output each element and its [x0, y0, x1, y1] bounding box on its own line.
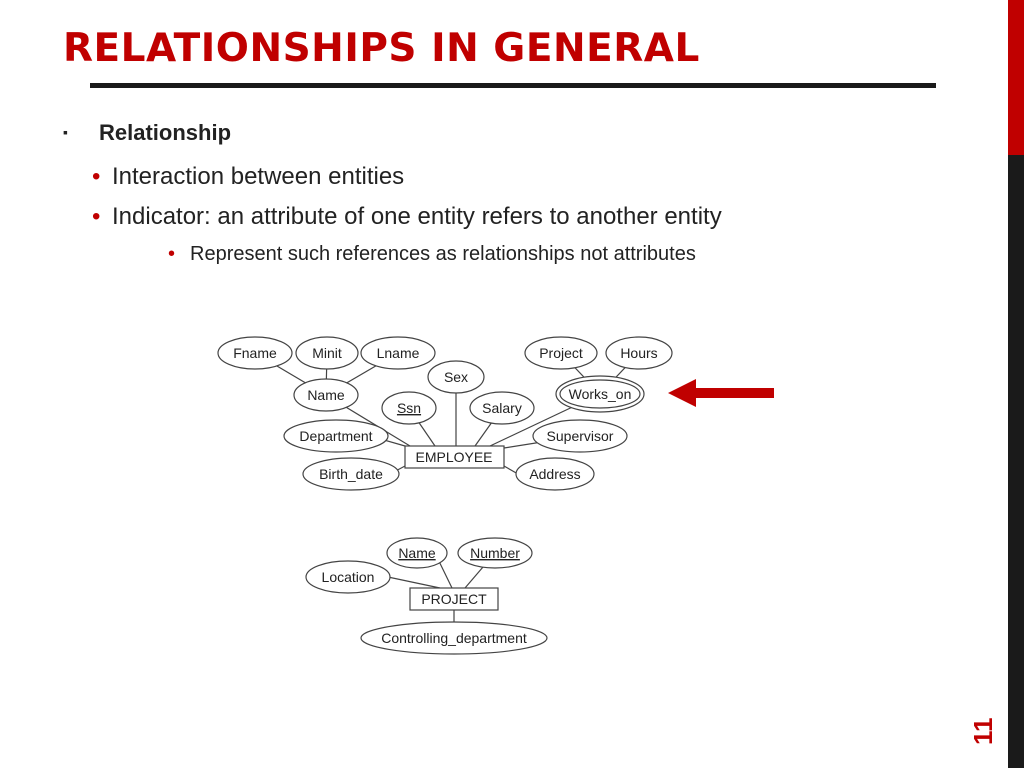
- attr-fname-label: Fname: [233, 345, 277, 361]
- bullet-indicator: [92, 203, 722, 231]
- attr-salary-label: Salary: [482, 400, 522, 416]
- attr-project-name-label: Name: [398, 545, 436, 561]
- attr-location-label: Location: [321, 569, 375, 585]
- bullet-represent: [168, 243, 696, 266]
- bullet-interaction: [92, 163, 404, 191]
- round-bullet-icon: •: [168, 243, 176, 265]
- bullet-text: Indicator: an attribute of one entity refers to another entity: [112, 203, 722, 230]
- attr-birth-date-label: Birth_date: [319, 466, 383, 482]
- side-bar-dark: [1008, 155, 1024, 768]
- title-underline: [90, 83, 936, 88]
- round-bullet-icon: •: [92, 203, 101, 230]
- attr-supervisor-label: Supervisor: [546, 428, 614, 444]
- bullet-heading: Relationship: [99, 120, 232, 145]
- attr-project-number-label: Number: [470, 545, 520, 561]
- side-bar-accent: [1008, 0, 1024, 155]
- er-diagram: [200, 320, 680, 670]
- attr-works-on-label: Works_on: [568, 386, 632, 402]
- round-bullet-icon: •: [92, 163, 101, 190]
- attr-hours-label: Hours: [620, 345, 658, 361]
- square-bullet-icon: ▪: [63, 124, 68, 140]
- attr-minit-label: Minit: [312, 345, 342, 361]
- slide-title: RELATIONSHIPS IN GENERAL: [63, 26, 700, 71]
- bullet-relationship: [63, 120, 231, 146]
- entity-employee-label: EMPLOYEE: [415, 449, 493, 465]
- attr-project-label: Project: [539, 345, 583, 361]
- arrow-left-icon: [668, 378, 778, 410]
- attr-sex-label: Sex: [443, 369, 469, 385]
- attr-name-label: Name: [307, 387, 345, 403]
- attr-controlling-department-label: Controlling_department: [381, 630, 527, 646]
- attr-lname-label: Lname: [376, 345, 420, 361]
- page-number: 11: [968, 717, 998, 745]
- attr-department-label: Department: [299, 428, 373, 444]
- entity-project-label: PROJECT: [421, 591, 487, 607]
- bullet-text: Represent such references as relationships not attributes: [190, 243, 696, 265]
- bullet-text: Interaction between entities: [112, 163, 405, 190]
- attr-address-label: Address: [529, 466, 581, 482]
- attr-ssn-label: Ssn: [396, 400, 422, 416]
